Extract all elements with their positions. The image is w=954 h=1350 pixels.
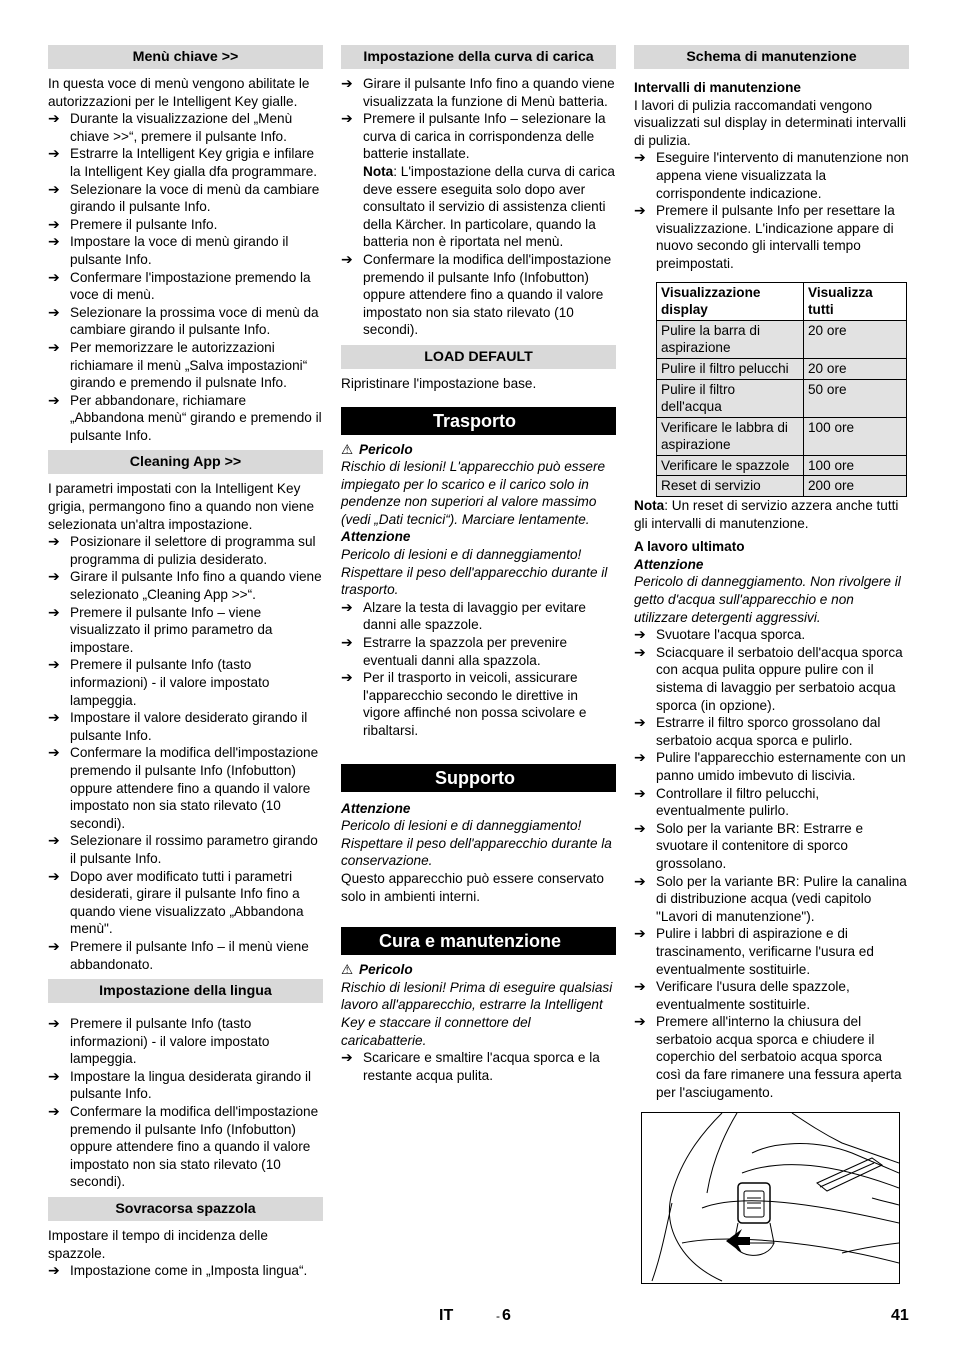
intervalli-text: I lavori di pulizia raccomandati vengono visualizzati sul display in determinati intervalli di pulizia. — [634, 97, 906, 148]
warning-icon: ⚠ — [341, 441, 354, 457]
list-item: ➔ Sciacquare il serbatoio dell'acqua sporca con acqua pulita oppure pulire con il sistema di lavaggio per serbatoio acqua sporca (in opzione). — [634, 643, 903, 713]
table-row — [657, 455, 907, 476]
list-item: ➔ Solo per la variante BR: Pulire la canalina di distribuzione acqua (vedi capitolo "Lavori di manutenzione"). — [634, 872, 907, 924]
list-item: ➔ Selezionare la voce di menù da cambiare girando il pulsante Info. — [48, 180, 320, 215]
table-cell: 50 ore — [804, 379, 907, 417]
section-heading-curva-carica: Impostazione della curva di carica — [341, 45, 616, 69]
arrow-icon: ➔ — [48, 215, 60, 232]
table-row — [657, 358, 907, 379]
arrow-icon: ➔ — [341, 634, 353, 651]
table-row — [657, 417, 907, 455]
chapter-heading-cura: Cura e manutenzione — [341, 927, 616, 955]
arrow-icon: ➔ — [634, 925, 646, 942]
footer-section-page: - 6 — [496, 1307, 511, 1324]
list-item: ➔ Posizionare il selettore di programma sul programma di pulizia desiderato. — [48, 533, 316, 567]
sovracorsa-intro: Impostare il tempo di incidenza delle spazzole. — [48, 1228, 268, 1261]
arrow-icon: ➔ — [48, 656, 60, 673]
list-item: ➔ Impostare il valore desiderato girando il pulsante Info. — [48, 709, 308, 743]
arrow-icon: ➔ — [48, 832, 60, 849]
section-heading-lingua: Impostazione della lingua — [48, 979, 323, 1003]
tank-lid-illustration — [641, 1112, 900, 1284]
arrow-icon: ➔ — [48, 1103, 60, 1120]
list-item: ➔ Premere il pulsante Info – selezionare la curva di carica in corrispondenza delle batterie installate. — [341, 110, 606, 162]
arrow-icon: ➔ — [48, 568, 60, 585]
list-item: ➔ Impostazione come in „Imposta lingua“. — [48, 1262, 308, 1279]
list-item: ➔ Per abbandonare, richiamare „Abbandona menù“ girando e premendo il pulsante Info. — [48, 391, 322, 443]
table-row — [657, 476, 907, 497]
arrow-icon: ➔ — [48, 145, 60, 162]
pericolo-text: Rischio di lesioni! L'apparecchio può essere impiegato per lo scarico e il carico solo in pendenze non superiori al valore massimo (vedi „Dati tecnici“). Marciare lentamente. — [341, 459, 606, 527]
table-cell: Pulire il filtro pelucchi — [657, 358, 804, 379]
table-cell: 100 ore — [804, 455, 907, 476]
tank-latch-drawing — [642, 1113, 899, 1283]
arrow-icon: ➔ — [48, 268, 60, 285]
column-left — [48, 45, 323, 1280]
table-cell: 100 ore — [804, 417, 907, 455]
arrow-icon: ➔ — [634, 978, 646, 995]
schema-note: Nota: Un reset di servizio azzera anche tutti gli intervalli di manutenzione. — [634, 498, 899, 531]
list-item: ➔ Pulire l'apparecchio esternamente con un panno umido imbevuto di liscivia. — [634, 749, 906, 783]
list-item: ➔ Selezionare la prossima voce di menù da cambiare girando il pulsante Info. — [48, 303, 319, 338]
lavoro-title: A lavoro ultimato — [634, 539, 745, 555]
list-item: ➔ Svuotare l'acqua sporca. — [634, 626, 806, 643]
arrow-icon: ➔ — [634, 626, 646, 643]
section-heading-sovracorsa: Sovracorsa spazzola — [48, 1197, 323, 1221]
menu-chiave-steps — [48, 110, 323, 444]
table-cell: 200 ore — [804, 476, 907, 497]
section-heading-schema: Schema di manutenzione — [634, 45, 909, 69]
arrow-icon: ➔ — [341, 75, 353, 91]
arrow-icon: ➔ — [341, 1049, 353, 1066]
chapter-heading-trasporto: Trasporto — [341, 407, 616, 435]
pericolo-label: ⚠ Pericolo — [341, 962, 413, 978]
table-header-cell: Visualizzazione display — [657, 282, 804, 320]
arrow-icon: ➔ — [48, 603, 60, 620]
chapter-heading-supporto: Supporto — [341, 764, 616, 792]
list-item: ➔ Verificare l'usura delle spazzole, eventualmente sostituirle. — [634, 978, 850, 1012]
arrow-icon: ➔ — [634, 749, 646, 766]
table-cell: Verificare le spazzole — [657, 455, 804, 476]
arrow-pointer — [726, 1229, 750, 1253]
attenzione-label: Attenzione — [341, 800, 411, 816]
cleaning-app-steps — [48, 533, 323, 973]
arrow-icon: ➔ — [48, 1015, 60, 1032]
attenzione-label: Attenzione — [341, 529, 411, 545]
list-item: ➔ Premere il pulsante Info – viene visualizzato il primo parametro da impostare. — [48, 603, 273, 655]
list-item: ➔ Controllare il filtro pelucchi, eventualmente pulirlo. — [634, 784, 820, 819]
arrow-icon: ➔ — [48, 180, 60, 197]
arrow-icon: ➔ — [48, 709, 60, 726]
list-item: ➔ Per memorizzare le autorizzazioni richiamare il menù „Salva impostazioni“ girando e premendo il pulsnate Info. — [48, 338, 308, 391]
section-heading-load-default: LOAD DEFAULT — [341, 345, 616, 369]
menu-chiave-intro: In questa voce di menù vengono abilitate le autorizzazioni per le Intelligent Key gialle. — [48, 76, 310, 109]
arrow-icon: ➔ — [48, 233, 60, 250]
list-item: ➔ Estrarre la Intelligent Key grigia e infilare la Intelligent Key gialla dfa programmare. — [48, 145, 318, 179]
warning-icon: ⚠ — [341, 962, 354, 978]
list-item: ➔ Impostare la lingua desiderata girando il pulsante Info. — [48, 1067, 312, 1102]
maintenance-table — [656, 282, 907, 498]
list-item: ➔ Premere il pulsante Info (tasto informazioni) - il valore impostato lampeggia. — [48, 1015, 270, 1067]
table-header-cell: Visualizza tutti — [804, 282, 907, 320]
list-item: ➔ Eseguire l'intervento di manutenzione non appena viene visualizzata la corrispondente indicazione. — [634, 149, 909, 201]
arrow-icon: ➔ — [341, 250, 353, 267]
arrow-icon: ➔ — [48, 1262, 60, 1279]
list-item: ➔ Girare il pulsante Info fino a quando viene visualizzata la funzione di Menù batteria. — [341, 75, 615, 109]
list-item: ➔ Durante la visualizzazione del „Menù chiave >>“, premere il pulsante Info. — [48, 110, 293, 144]
table-cell: Pulire la barra di aspirazione — [657, 320, 804, 358]
table-cell: 20 ore — [804, 358, 907, 379]
lavoro-steps — [634, 626, 909, 1101]
list-item: ➔ Premere il pulsante Info. — [48, 215, 218, 232]
footer-language: IT — [439, 1307, 454, 1324]
curva-note: Nota: L'impostazione della curva di carica deve essere eseguita solo dopo aver consultato il servizio di assistenza clienti della Kärcher. In particolare, quando la batteria non è riportata nel menù. — [363, 163, 615, 250]
list-item: ➔ Premere il pulsante Info – il menù viene abbandonato. — [48, 937, 309, 972]
table-row — [657, 320, 907, 358]
arrow-icon: ➔ — [634, 819, 646, 836]
arrow-icon: ➔ — [634, 643, 646, 660]
arrow-icon: ➔ — [341, 110, 353, 127]
column-right — [634, 45, 909, 1101]
list-item: ➔ Girare il pulsante Info fino a quando viene selezionato „Cleaning App >>“. — [48, 568, 322, 603]
cleaning-app-intro: I parametri impostati con la Intelligent Key grigia, permangono fino a quando non viene selezionata un'altra impostazione. — [48, 481, 315, 532]
list-item: ➔ Pulire i labbri di aspirazione e di trascinamento, verificarne l'usura ed eventualmente sostituirle. — [634, 925, 874, 977]
arrow-icon: ➔ — [341, 669, 353, 686]
intervalli-title: Intervalli di manutenzione — [634, 80, 801, 95]
arrow-icon: ➔ — [48, 937, 60, 954]
section-heading-menu-chiave: Menù chiave >> — [48, 45, 323, 69]
arrow-icon: ➔ — [48, 338, 60, 355]
list-item: ➔ Dopo aver modificato tutti i parametri desiderati, girare il pulsante Info fino a quando viene visualizzato „Abbandona menù". — [48, 867, 304, 937]
arrow-icon: ➔ — [48, 533, 60, 550]
load-default-text: Ripristinare l'impostazione base. — [341, 375, 537, 391]
arrow-icon: ➔ — [634, 714, 646, 731]
list-item: ➔ Impostare la voce di menù girando il pulsante Info. — [48, 233, 289, 267]
list-item: ➔ Premere il pulsante Info (tasto informazioni) - il valore impostato lampeggia. — [48, 656, 270, 708]
list-item: ➔ Premere all'interno la chiusura del serbatoio acqua sporca e chiudere il coperchio del serbatoio acqua sporca così da fare rimanere una fessura aperta per l'asciugamento. — [634, 1013, 902, 1100]
table-row — [657, 379, 907, 417]
list-item: ➔ Per il trasporto in veicoli, assicurare l'apparecchio secondo le direttive in vigore affinché non possa scivolare e ribaltarsi. — [341, 669, 587, 738]
trasporto-steps — [341, 599, 616, 740]
list-item: ➔ Alzare la testa di lavaggio per evitare danni alle spazzole. — [341, 598, 586, 633]
list-item: ➔ Estrarre la spazzola per prevenire eventuali danni alla spazzola. — [341, 634, 567, 668]
supporto-text: Questo apparecchio può essere conservato solo in ambienti interni. — [341, 870, 604, 904]
attenzione-text: Pericolo di danneggiamento. Non rivolgere il getto d'acqua sull'apparecchio e non utilizzare detergenti aggressivi. — [634, 574, 901, 625]
table-cell: Reset di servizio — [657, 476, 804, 497]
arrow-icon: ➔ — [634, 872, 646, 889]
list-item: ➔ Solo per la variante BR: Estrarre e svuotare il contenitore di sporco grossolano. — [634, 819, 864, 871]
arrow-icon: ➔ — [634, 784, 646, 801]
arrow-icon: ➔ — [48, 391, 60, 408]
arrow-icon: ➔ — [48, 1067, 60, 1084]
arrow-icon: ➔ — [48, 867, 60, 884]
list-item: ➔ Confermare la modifica dell'impostazione premendo il pulsante Info (Infobutton) oppure attendere fino a quando il valore impostato non sia stato rilevato (10 secondi). — [341, 250, 612, 338]
arrow-icon: ➔ — [48, 744, 60, 761]
table-cell: Pulire il filtro dell'acqua — [657, 379, 804, 417]
pericolo-label: ⚠ Pericolo — [341, 441, 413, 457]
list-item: ➔ Selezionare il rossimo parametro girando il pulsante Info. — [48, 832, 318, 866]
table-cell: 20 ore — [804, 320, 907, 358]
table-header-row — [657, 282, 907, 320]
arrow-icon: ➔ — [48, 110, 60, 127]
arrow-icon: ➔ — [634, 1013, 646, 1030]
pericolo-text: Rischio di lesioni! Prima di eseguire qualsiasi lavoro all'apparecchio, estrarre la Intelligent Key e staccare il connettore del caricabatterie. — [341, 979, 613, 1048]
lingua-steps — [48, 1015, 323, 1191]
attenzione-text: Pericolo di lesioni e di danneggiamento! Rispettare il peso dell'apparecchio durante la conservazione. — [341, 818, 612, 869]
list-item: ➔ Confermare la modifica dell'impostazione premendo il pulsante Info (Infobutton) oppure attendere fino a quando il valore impostato non sia stato rilevato (10 secondi). — [48, 1103, 319, 1190]
column-middle — [341, 45, 616, 1084]
footer-page-number: 41 — [891, 1307, 909, 1324]
arrow-icon: ➔ — [634, 149, 646, 166]
list-item: ➔ Premere il pulsante Info per resettare la visualizzazione. L'indicazione appare di nuovo secondo gli intervalli tempo preimpostati. — [634, 202, 895, 271]
list-item: ➔ Confermare la modifica dell'impostazione premendo il pulsante Info (Infobutton) oppure attendere fino a quando il valore impostato non sia stato rilevato (10 secondi). — [48, 744, 319, 831]
list-item: ➔ Estrarre il filtro sporco grossolano dal serbatoio acqua sporca e pulirlo. — [634, 714, 881, 748]
attenzione-label: Attenzione — [634, 556, 704, 572]
arrow-icon: ➔ — [341, 598, 353, 615]
attenzione-text: Pericolo di lesioni e di danneggiamento! Rispettare il peso dell'apparecchio durante il trasporto. — [341, 547, 608, 598]
section-heading-cleaning-app: Cleaning App >> — [48, 450, 323, 474]
list-item: ➔ Confermare l'impostazione premendo la voce di menù. — [48, 268, 311, 303]
arrow-icon: ➔ — [48, 303, 60, 320]
table-cell: Verificare le labbra di aspirazione — [657, 417, 804, 455]
list-item: ➔ Scaricare e smaltire l'acqua sporca e la restante acqua pulita. — [341, 1049, 600, 1083]
arrow-icon: ➔ — [634, 202, 646, 219]
